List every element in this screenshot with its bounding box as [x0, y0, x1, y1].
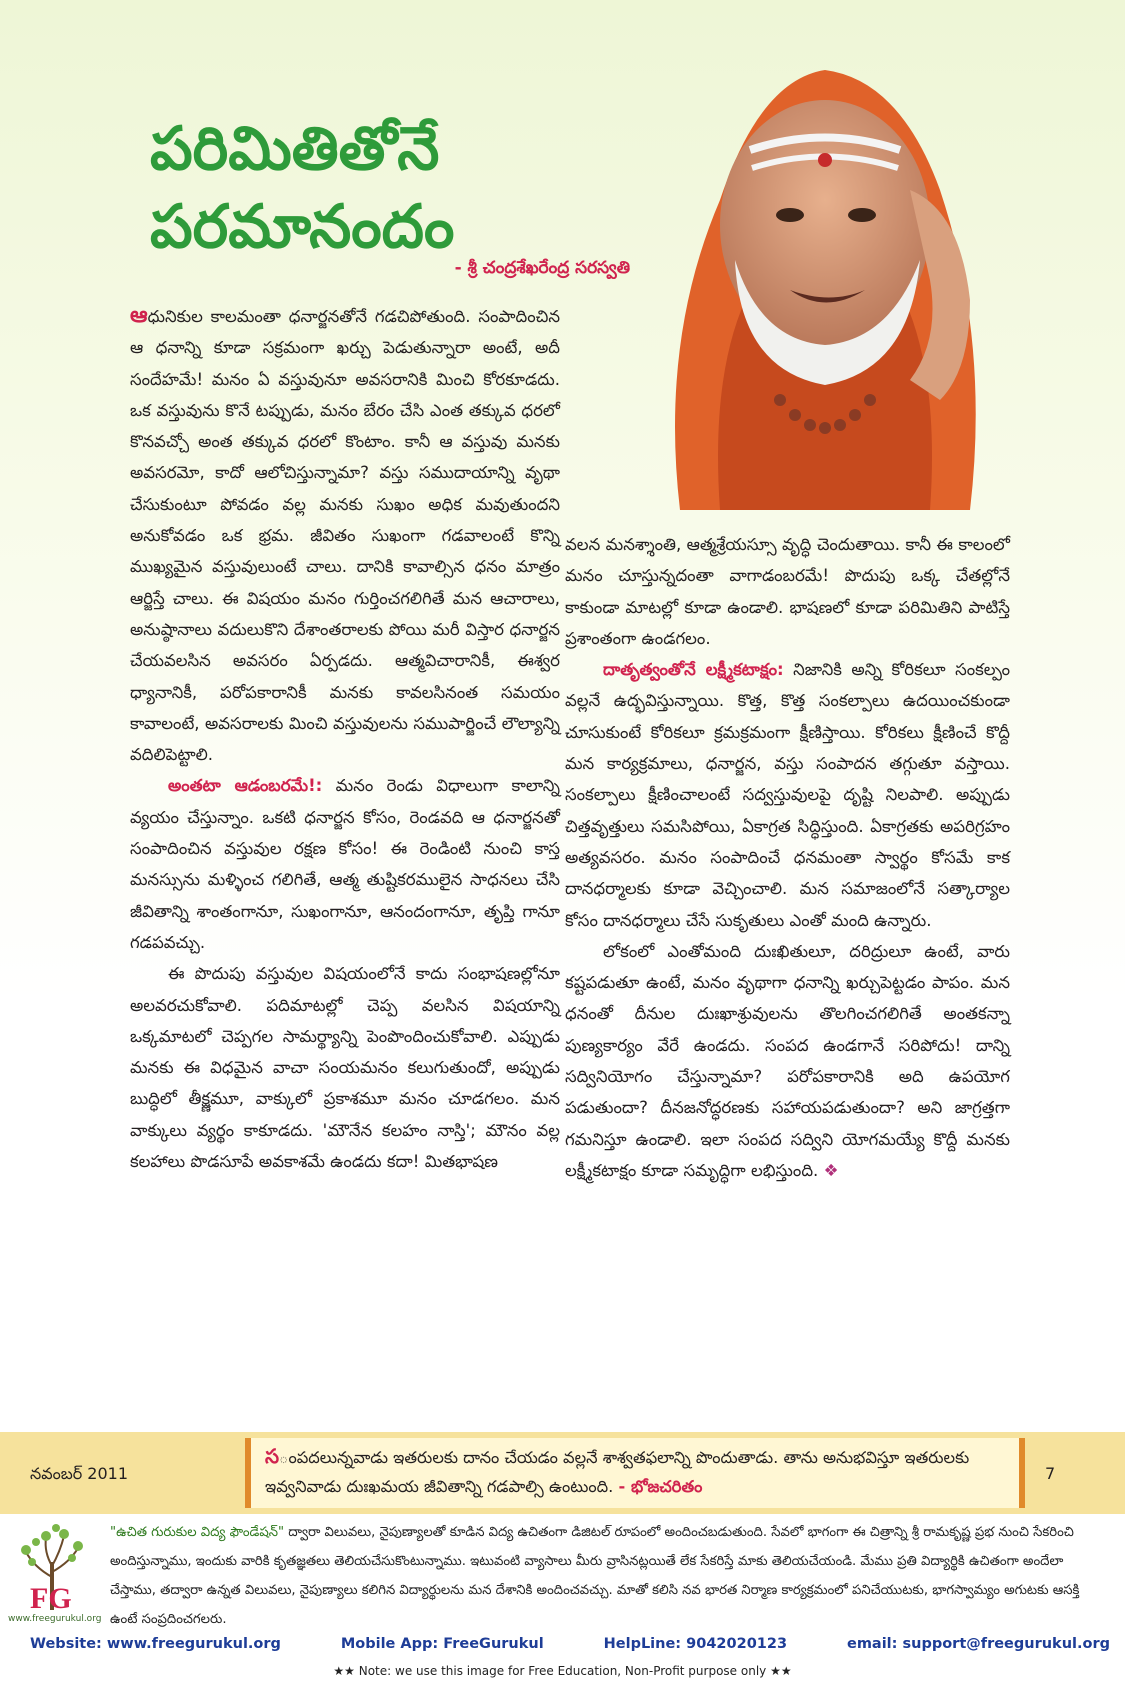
paragraph-text: లోకంలో ఎంతోమంది దుఃఖితులూ, దరిద్రులూ ఉంటే, వారు కష్టపడుతూ ఉంటే, మనం వృథాగా ధనాన్ని ఖర్చుపెట్టడం పాపం. మన ధనంతో దీనుల దుఃఖాశ్రువులను తొలగించగలిగితే అంతకన్నా పుణ్యకార్యం వేరే ఉండదు. సంపద ఉండగానే సరిపోదు! దాన్ని సద్వినియోగం చేస్తున్నామా? పరోపకారానికి అది ఉపయోగ పడుతుందా? దీనజనోద్ధరణకు సహాయపడుతుందా? అని జాగ్రత్తగా గమనిస్తూ ఉండాలి. ఇలా సంపద సద్విని యోగమయ్యే కొద్దీ మనకు లక్ష్మీకటాక్షం కూడా సమృద్ధిగా లభిస్తుంది.: [565, 941, 1010, 1180]
paragraph: వలన మనశ్శాంతి, ఆత్మశ్రేయస్సూ వృద్ధి చెందుతాయి. కానీ ఈ కాలంలో మనం చూస్తున్నదంతా వాగాడంబరమే! పొదుపు ఒక్క చేతల్లోనే కాకుండా మాటల్లో కూడా ఉండాలి. భాషణలో కూడా పరిమితిని పాటిస్తే ప్రశాంతంగా ఉండగలం.: [565, 535, 1010, 648]
svg-text:FG: FG: [30, 1582, 72, 1614]
section-heading: అంతటా ఆడంబరమే!:: [168, 776, 323, 796]
email-link[interactable]: email: support@freegurukul.org: [846, 1636, 1110, 1652]
author-byline: - శ్రీ చంద్రశేఖరేంద్ర సరస్వతి: [454, 258, 630, 278]
usage-note: ★★ Note: we use this image for Free Education, Non-Profit purpose only ★★: [333, 1664, 792, 1678]
logo-site-text: www.freegurukul.org: [8, 1614, 102, 1624]
page-number: 7: [1045, 1464, 1056, 1483]
end-mark-icon: ❖: [823, 1160, 839, 1180]
helpline-number[interactable]: HelpLine: 9042020123: [603, 1636, 788, 1652]
website-link[interactable]: Website: www.freegurukul.org: [30, 1636, 281, 1652]
contact-row: [30, 1636, 1110, 1652]
footer-text: [110, 1518, 1110, 1634]
paragraph: [130, 300, 560, 770]
quote-first-letter: స: [265, 1444, 280, 1468]
paragraph-text: నిజానికి అన్ని కోరికలూ సంకల్పం వల్లనే ఉద్భవిస్తున్నాయి. కొత్త, కొత్త సంకల్పాలు ఉదయించకుండా చూసుకుంటే కోరికలూ క్రమక్రమంగా క్షీణిస్తాయి. కోరికలు క్షీణించే కొద్దీ మన కార్యక్రమాలు, ధనార్జన, వస్తు సంపాదన తగ్గుతూ వస్తాయి. సంకల్పాలు క్షీణించాలంటే సద్వస్తువులపై దృష్టి నిలపాలి. అప్పుడు చిత్తవృత్తులు సమసిపోయి, ఏకాగ్రత సిద్ధిస్తుంది. ఏకాగ్రతకు అపరిగ్రహం అత్యవసరం. మనం సంపాదించే ధనమంతా స్వార్థం కోసమే కాక దానధర్మాలకు కూడా వెచ్చించాలి. మన సమాజంలోనే సత్కార్యాల కోసం దానధర్మాలు చేసే సుకృతులు ఎంతో మంది ఉన్నారు.: [565, 660, 1010, 930]
paragraph: [565, 936, 1010, 1186]
foundation-name: "ఉచిత గురుకుల విద్య ఫౌండేషన్": [110, 1525, 285, 1540]
footer-body: ద్వారా విలువలు, నైపుణ్యాలతో కూడిన విద్య ఉచితంగా డిజిటల్ రూపంలో అందించబడుతుంది. సేవలో భాగంగా ఈ చిత్రాన్ని శ్రీ రామకృష్ణ ప్రభ నుంచి సేకరించి అందిస్తున్నాము, ఇందుకు వారికి కృతజ్ఞతలు తెలియచేసుకొంటున్నాము. ఇటువంటి వ్యాసాలు మీరు వ్రాసినట్లయితే లేక సేకరిస్తే మాకు తెలియచేయండి. మేము ప్రతి విద్యార్థికి ఉచితంగా అందేలా చేస్తాము, తద్వారా ఉన్నత విలువలు, నైపుణ్యాలు కలిగిన విద్యార్థులను మన దేశానికి అందించవచ్చు. మాతో కలిసి నవ భారత నిర్మాణ కార్యక్రమంలో పనిచేయుటకు, భాగస్వామ్యం అగుటకు ఆసక్తి ఉంటే సంప్రదించగలరు.: [110, 1525, 1080, 1627]
paragraph-text: ధునికుల కాలమంతా ధనార్జనతోనే గడచిపోతుంది. సంపాదించిన ఆ ధనాన్ని కూడా సక్రమంగా ఖర్చు పెడుతున్నారా అంటే, అదీ సందేహమే! మనం ఏ వస్తువునూ అవసరానికి మించి కోరకూడదు. ఒక వస్తువును కొనే టప్పుడు, మనం బేరం చేసి ఎంత తక్కువ ధరలో కొనవచ్చో అంత తక్కువ ధరలో కొంటాం. కానీ ఆ వస్తువు మనకు అవసరమో, కాదో ఆలోచిస్తున్నామా? వస్తు సముదాయాన్ని వృథా చేసుకుంటూ పోవడం వల్ల మనకు సుఖం అధిక మవుతుందని అనుకోవడం ఒక భ్రమ. జీవితం సుఖంగా గడవాలంటే కొన్ని ముఖ్యమైన వస్తువులుంటే చాలు. దానికి కావాల్సిన ధనం మాత్రం ఆర్జిస్తే చాలు. ఈ విషయం మనం గుర్తించగలిగితే మన ఆచారాలు, అనుష్ఠానాలు వదులుకొని దేశాంతరాలకు పోయి మరీ విస్తార ధనార్జన చేయవలసిన అవసరం ఏర్పడదు. ఆత్మవిచారానికీ, ఈశ్వర ధ్యానానికీ, పరోపకారానికీ మనకు కావలసినంత సమయం కావాలంటే, అవసరాలకు మించి వస్తువులను సముపార్జించే లౌల్యాన్ని వదిలిపెట్టాలి.: [130, 307, 560, 765]
paragraph: ఈ పొదుపు వస్తువుల విషయంలోనే కాదు సంభాషణల్లోనూ అలవరచుకోవాలి. పదిమాటల్లో చెప్ప వలసిన విషయాన్ని ఒక్కమాటలో చెప్పగల సామర్థ్యాన్ని పెంపొందించుకోవాలి. ఎప్పుడు మనకు ఈ విధమైన వాచా సంయమనం కలుగుతుందో, అప్పుడు బుద్ధిలో తీక్ష్ణమూ, వాక్కులో ప్రకాశమూ మనం చూడగలం. మన వాక్కులు వ్యర్థం కాకూడదు. 'మౌనేన కలహం నాస్తి'; మౌనం వల్ల కలహాలు పొడసూపే అవకాశమే ఉండదు కదా! మితభాషణ: [130, 964, 560, 1172]
mobile-app-link[interactable]: Mobile App: FreeGurukul: [340, 1636, 544, 1652]
paragraph: [565, 654, 1010, 936]
quote-box: [245, 1438, 1025, 1508]
freegurukul-logo-icon: [14, 1522, 92, 1614]
issue-date: నవంబర్ 2011: [30, 1464, 129, 1483]
quote-text: ంపదలున్నవాడు ఇతరులకు దానం చేయడం వల్లనే శాశ్వతఫలాన్ని పొందుతాడు. తాను అనుభవిస్తూ ఇతరులకు ఇవ్వనివాడు దుఃఖమయ జీవితాన్ని గడపాల్సి ఉంటుంది.: [265, 1448, 970, 1496]
paragraph: [130, 770, 560, 958]
left-column: [130, 300, 560, 1177]
article-title: [150, 110, 630, 266]
drop-cap: ఆ: [130, 303, 148, 328]
title-line-2: పరమానందం: [150, 192, 455, 262]
title-line-1: పరిమితితోనే: [150, 114, 440, 184]
right-column: [565, 529, 1010, 1186]
quote-source: - భోజచరితం: [618, 1477, 703, 1496]
paragraph-text: మనం రెండు విధాలుగా కాలాన్ని వ్యయం చేస్తున్నాం. ఒకటి ధనార్జన కోసం, రెండవది ఆ ధనార్జనతో సంపాదించిన వస్తువుల రక్షణ కోసం! ఈ రెండింటి నుంచి కాస్త మనస్సును మళ్ళించ గలిగితే, ఆత్మ తుష్టికరములైన సాధనలు చేసి జీవితాన్ని శాంతంగానూ, సుఖంగానూ, ఆనందంగానూ, తృప్తి గానూ గడపవచ్చు.: [130, 776, 561, 952]
portrait-image: [640, 40, 1010, 510]
section-heading: దాతృత్వంతోనే లక్ష్మీకటాక్షం:: [603, 660, 784, 680]
